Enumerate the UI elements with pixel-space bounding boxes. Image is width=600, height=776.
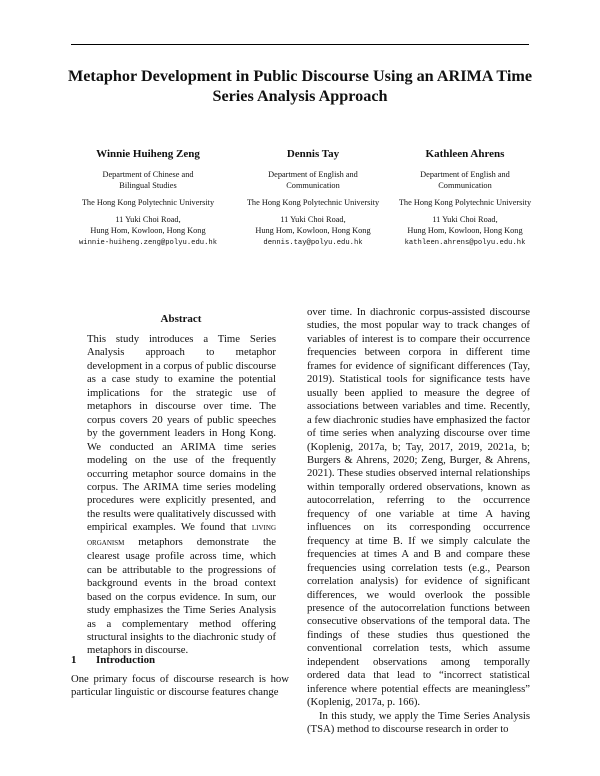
- author-name: Dennis Tay: [286, 148, 340, 160]
- author-university: The Hong Kong Polytechnic University: [246, 198, 380, 207]
- title-line-2: Series Analysis Approach: [212, 87, 388, 105]
- author-name: Winnie Huiheng Zeng: [96, 148, 200, 160]
- author-address: 11 Yuki Choi Road, Hung Hom, Kowloon, Hong Kong: [407, 215, 523, 235]
- author-address: 11 Yuki Choi Road, Hung Hom, Kowloon, Hong Kong: [255, 215, 371, 235]
- author-department: Department of English and Communication: [420, 170, 510, 190]
- author-department: Department of English and Communication: [268, 170, 358, 190]
- author-department: Department of Chinese and Bilingual Studies: [102, 170, 194, 190]
- author-block-zeng: [70, 147, 226, 248]
- author-email[interactable]: dennis.tay@polyu.edu.hk: [263, 239, 363, 247]
- abstract-text: This study introduces a Time Series Analysis approach to metaphor development in a corpus of public discourse as a case study to examine the potential implications for the strategic use of metaphors in discourse over time. The corpus covers 20 years of public speeches by the government leaders in Hong Kong. We conducted an ARIMA time series modeling on the use of the frequently occurring metaphor source domains in the corpus. The ARIMA time series modeling procedures were explicitly presented, and the results were qualitatively discussed with empirical examples. We found that living organism metaphors demonstrate the clearest usage profile across time, which can be attributable to the progressions of background events in the broad context based on the corpus evidence. In sum, our study emphasizes the Time Series Analysis as a complementary method offering structural insights to the diachronic study of metaphors in discourse.: [87, 333, 277, 657]
- author-email[interactable]: winnie-huiheng.zeng@polyu.edu.hk: [78, 239, 218, 247]
- author-block-tay: [235, 147, 391, 248]
- author-email[interactable]: kathleen.ahrens@polyu.edu.hk: [404, 239, 526, 247]
- right-column: [307, 306, 530, 737]
- author-university: The Hong Kong Polytechnic University: [398, 198, 532, 207]
- section-1-heading: [71, 654, 155, 666]
- abstract-body: [87, 333, 276, 658]
- top-rule: [71, 44, 529, 45]
- organism-word: organism: [87, 537, 125, 548]
- abstract-heading: Abstract: [160, 313, 202, 325]
- author-address: 11 Yuki Choi Road, Hung Hom, Kowloon, Hong Kong: [90, 215, 206, 235]
- section-title: Introduction: [96, 654, 156, 666]
- section-1-body: [71, 673, 289, 700]
- title-line-1: Metaphor Development in Public Discourse Using an ARIMA Time: [67, 67, 533, 85]
- living-word: living: [251, 523, 276, 534]
- author-university: The Hong Kong Polytechnic University: [81, 198, 215, 207]
- author-block-ahrens: [387, 147, 543, 248]
- right-paragraph-2: In this study, we apply the Time Series Analysis (TSA) method to discourse research in order to: [307, 709, 530, 736]
- author-name: Kathleen Ahrens: [425, 148, 505, 160]
- section-number: 1: [71, 654, 77, 666]
- paper-title: [60, 66, 540, 106]
- intro-paragraph: One primary focus of discourse research is how particular linguistic or discourse features change: [71, 673, 289, 699]
- right-paragraph-1: over time. In diachronic corpus-assisted discourse studies, the most popular way to track changes of variables of interest is to compare their occurrence frequencies between corpora in different time frames for evidence of significant differences (Tay, 2019). Statistical tools for significance tests have usually been applied to measure the degree of associations between variables and time. Recently, a few diachronic studies have emphasized the factor of time series when analyzing discourse over time (Koplenig, 2017a, b; Tay, 2017, 2019, 2021a, b; Burgers & Ahrens, 2020; Zeng, Burger, & Ahrens, 2021). These studies observed internal relationships within temporally ordered observations, known as autocorrelation, referring to the occurrence frequency of one variable at time A having influences on its corresponding occurrence frequency at time B. If we simply calculate the frequencies at times A and B and compare these frequencies using correlation tests (e.g., Pearson correlation analysis) for evidence of significant differences, we would overlook the possible presence of the autocorrelation functions between consecutive observations of the temporal data. The findings of these studies thus questioned the conventional correlation tests, which assume independent observations among temporally ordered data that lead to “incorrect statistical inference where potential effects are meaningless” (Koplenig, 2017a, p. 166).: [307, 306, 530, 709]
